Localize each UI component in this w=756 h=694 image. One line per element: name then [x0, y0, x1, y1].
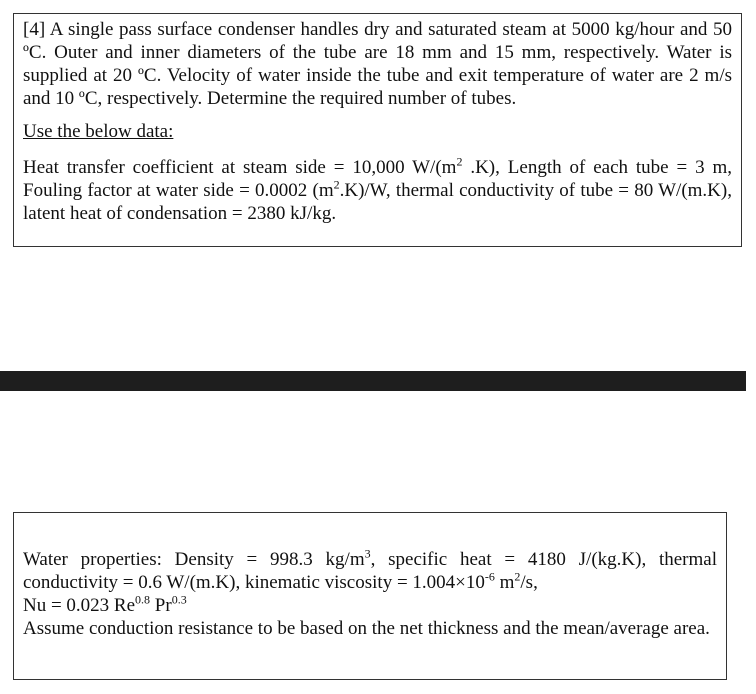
data-heading: Use the below data:: [23, 121, 174, 142]
divider-bar: [0, 371, 746, 391]
water-properties-box: [13, 512, 727, 680]
given-data: [23, 156, 732, 225]
water-part1: Water properties: Density = 998.3 kg/m: [23, 549, 365, 570]
density-exp: 3: [364, 546, 371, 561]
water-properties: [23, 548, 717, 594]
viscosity-exp: -6: [484, 569, 495, 584]
viscosity-unit-exp: 2: [514, 569, 521, 584]
given-data-exp2: 2: [333, 177, 340, 192]
nu-part2: Pr: [150, 595, 172, 616]
pr-exp: 0.3: [171, 592, 187, 607]
assumption: Assume conduction resistance to be based on the net thickness and the mean/average area.: [23, 618, 710, 639]
water-part4: /s,: [520, 572, 538, 593]
given-data-exp1: 2: [456, 154, 463, 169]
nusselt-correlation: [23, 594, 717, 617]
given-data-part3: .K)/W, thermal conductivity of tube = 80 W/(m.K), latent heat of condensation = 2380 kJ/kg.: [23, 180, 732, 224]
re-exp: 0.8: [135, 592, 151, 607]
water-part2: , specific heat = 4180 J/(kg.K), thermal conductivity = 0.6 W/(m.K), kinematic viscosity = 1.004×10: [23, 549, 717, 593]
problem-statement: [4] A single pass surface condenser handles dry and saturated steam at 5000 kg/hour and 50 ºC. Outer and inner diameters of the tube are 18 mm and 15 mm, respectively. Water is supplied at 20 ºC. Velocity of water inside the tube and exit temperature of water are 2 m/s and 10 ºC, respectively. Determine the required number of tubes.: [23, 19, 732, 109]
given-data-part1: Heat transfer coefficient at steam side = 10,000 W/(m: [23, 157, 457, 178]
given-data-part2: .K), Length of each tube = 3 m, Fouling factor at water side = 0.0002 (m: [23, 157, 733, 201]
water-part3: m: [494, 572, 515, 593]
problem-box: [13, 13, 742, 247]
nu-part1: Nu = 0.023 Re: [23, 595, 136, 616]
